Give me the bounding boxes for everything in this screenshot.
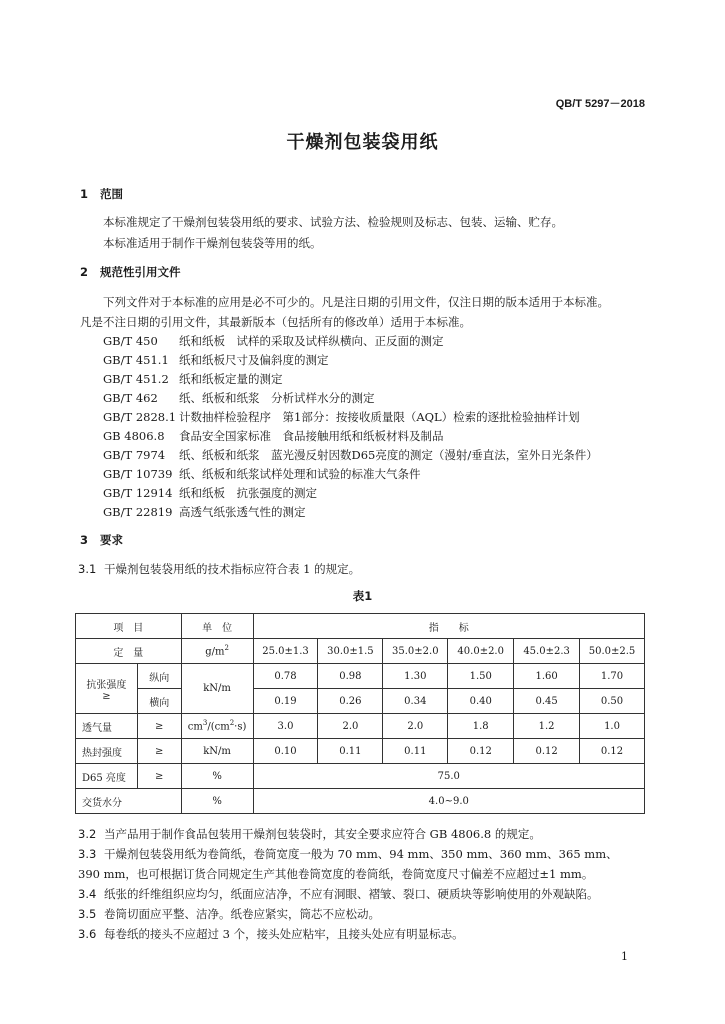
table-cell: 0.12: [448, 739, 514, 764]
table-row-brightness: [76, 764, 645, 789]
section-2-intro-line-1: 下列文件对于本标准的应用是必不可少的。凡是注日期的引用文件，仅注日期的版本适用于本标准。: [103, 295, 609, 309]
section-3-heading: [80, 532, 123, 548]
clause-3-6: [78, 926, 464, 942]
clause-3-3-continued: 390 mm，也可根据订货合同规定生产其他卷筒宽度的卷筒纸，卷筒宽度尺寸偏差不应超过±1 mm。: [78, 867, 594, 881]
reference-item: [103, 504, 306, 520]
table-cell: 1.70: [580, 664, 645, 689]
reference-title: 纸、纸板和纸浆 蓝光漫反射因数D65亮度的测定（漫射/垂直法，室外日光条件）: [179, 448, 598, 462]
table-row-moisture: [76, 789, 645, 814]
row-unit: $cm^3/(cm^2\cdot s)$: [181, 714, 253, 739]
table-cell: 30.0±1.5: [318, 639, 383, 664]
table-caption: 表1: [352, 589, 373, 603]
section-1-title: 范围: [100, 187, 123, 201]
reference-item: [103, 371, 283, 387]
reference-title: 纸、纸板和纸浆试样处理和试验的标准大气条件: [179, 467, 421, 481]
table-cell: 0.40: [448, 689, 514, 714]
section-2-number: 2: [80, 265, 89, 279]
table-cell: 45.0±2.3: [514, 639, 580, 664]
table-cell: 0.34: [383, 689, 448, 714]
reference-code: GB/T 450: [103, 334, 158, 348]
reference-title: 纸和纸板定量的测定: [179, 372, 283, 386]
reference-item: [103, 428, 444, 444]
row-ge: ≥: [137, 739, 181, 764]
clause-number: 3.4: [78, 887, 97, 901]
table-cell: 3.0: [253, 714, 318, 739]
table-cell: 0.45: [514, 689, 580, 714]
table-cell: 0.11: [318, 739, 383, 764]
table-cell: 1.2: [514, 714, 580, 739]
reference-title: 纸和纸板 试样的采取及试样纵横向、正反面的测定: [179, 334, 444, 348]
table-cell: 2.0: [383, 714, 448, 739]
clause-text: 每卷纸的接头不应超过 3 个，接头处应粘牢，且接头处应有明显标志。: [104, 927, 464, 941]
table-cell: 0.11: [383, 739, 448, 764]
reference-title: 纸、纸板和纸浆 分析试样水分的测定: [179, 391, 375, 405]
reference-item: [103, 333, 444, 349]
table-cell: 50.0±2.5: [580, 639, 645, 664]
reference-code: GB 4806.8: [103, 429, 165, 443]
reference-item: [103, 466, 421, 482]
row-label: 透气量: [76, 714, 138, 739]
standard-number: QB/T 5297－2018: [555, 98, 645, 110]
reference-code: GB/T 2828.1: [103, 410, 177, 424]
reference-code: GB/T 451.2: [103, 372, 169, 386]
table-cell: 75.0: [253, 764, 644, 789]
header-index: 指 标: [253, 614, 644, 639]
row-label: D65 亮度: [76, 764, 138, 789]
section-3-title: 要求: [100, 533, 123, 547]
reference-title: 计数抽样检验程序 第1部分：按接收质量限（AQL）检索的逐批检验抽样计划: [179, 410, 580, 424]
table-cell: 1.8: [448, 714, 514, 739]
table-cell: 1.50: [448, 664, 514, 689]
header-item: 项 目: [76, 614, 182, 639]
clause-number: 3.1: [78, 562, 97, 576]
clause-number: 3.6: [78, 927, 97, 941]
reference-item: [103, 409, 580, 425]
table-cell: 0.26: [318, 689, 383, 714]
table-row-tensile-md: [76, 664, 645, 689]
row-unit: %: [181, 764, 253, 789]
page-number: 1: [621, 950, 628, 963]
reference-code: GB/T 22819: [103, 505, 173, 519]
section-2-heading: [80, 264, 181, 280]
clause-text: 纸张的纤维组织应均匀，纸面应洁净，不应有洞眼、褶皱、裂口、硬质块等影响使用的外观缺陷。: [104, 887, 599, 901]
reference-title: 高透气纸张透气性的测定: [179, 505, 306, 519]
reference-code: GB/T 12914: [103, 486, 173, 500]
row-label: 热封强度: [76, 739, 138, 764]
row-unit: kN/m: [181, 664, 253, 714]
clause-text: 当产品用于制作食品包装用干燥剂包装袋时，其安全要求应符合 GB 4806.8 的规定。: [104, 827, 541, 841]
clause-number: 3.3: [78, 847, 97, 861]
table-cell: 0.12: [580, 739, 645, 764]
table-row-tensile-cd: [76, 689, 645, 714]
reference-title: 纸和纸板 抗张强度的测定: [179, 486, 317, 500]
section-1-paragraph-2: 本标准适用于制作干燥剂包装袋等用的纸。: [103, 236, 322, 250]
section-1-heading: [80, 186, 123, 202]
document-title: 干燥剂包装袋用纸: [286, 132, 439, 153]
table-cell: 25.0±1.3: [253, 639, 318, 664]
clause-3-5: [78, 906, 380, 922]
table-cell: 1.0: [580, 714, 645, 739]
specification-table: [75, 613, 645, 814]
table-header-row: [76, 614, 645, 639]
header-unit: 单 位: [181, 614, 253, 639]
reference-item: [103, 352, 329, 368]
section-1-number: 1: [80, 187, 89, 201]
clause-text: 干燥剂包装袋用纸的技术指标应符合表 1 的规定。: [104, 562, 361, 576]
table-cell: 2.0: [318, 714, 383, 739]
row-label: 定 量: [76, 639, 182, 664]
clause-number: 3.5: [78, 907, 97, 921]
row-sublabel: 纵向: [137, 664, 181, 689]
row-ge: ≥: [137, 714, 181, 739]
table-row-air-permeability: [76, 714, 645, 739]
table-cell: 0.98: [318, 664, 383, 689]
reference-code: GB/T 462: [103, 391, 158, 405]
row-ge: ≥: [137, 764, 181, 789]
reference-code: GB/T 451.1: [103, 353, 169, 367]
row-label: 抗张强度 ≥: [76, 664, 138, 714]
clause-text: 卷筒切面应平整、洁净。纸卷应紧实，筒芯不应松动。: [104, 907, 380, 921]
row-unit: %: [181, 789, 253, 814]
reference-code: GB/T 7974: [103, 448, 166, 462]
row-sublabel: 横向: [137, 689, 181, 714]
clause-3-1: [78, 561, 360, 577]
reference-item: [103, 390, 375, 406]
clause-3-3: [78, 846, 618, 862]
clause-number: 3.2: [78, 827, 97, 841]
row-unit: kN/m: [181, 739, 253, 764]
reference-title: 食品安全国家标准 食品接触用纸和纸板材料及制品: [179, 429, 444, 443]
section-2-title: 规范性引用文件: [100, 265, 181, 279]
table-cell: 0.19: [253, 689, 318, 714]
table-cell: 4.0~9.0: [253, 789, 644, 814]
clause-3-4: [78, 886, 599, 902]
section-3-number: 3: [80, 533, 89, 547]
table-cell: 1.60: [514, 664, 580, 689]
reference-item: [103, 447, 598, 463]
reference-code: GB/T 10739: [103, 467, 173, 481]
reference-item: [103, 485, 317, 501]
table-cell: 1.30: [383, 664, 448, 689]
section-2-intro-line-2: 凡是不注日期的引用文件，其最新版本（包括所有的修改单）适用于本标准。: [80, 315, 471, 329]
table-cell: 35.0±2.0: [383, 639, 448, 664]
clause-text: 干燥剂包装袋用纸为卷筒纸，卷筒宽度一般为 70 mm、94 mm、350 mm、360 mm、365 mm、: [104, 847, 618, 861]
table-cell: 0.12: [514, 739, 580, 764]
row-unit: $g/m^2$: [181, 639, 253, 664]
row-label: 交货水分: [76, 789, 182, 814]
table-cell: 40.0±2.0: [448, 639, 514, 664]
table-cell: 0.78: [253, 664, 318, 689]
table-cell: 0.10: [253, 739, 318, 764]
clause-3-2: [78, 826, 541, 842]
section-1-paragraph-1: 本标准规定了干燥剂包装袋用纸的要求、试验方法、检验规则及标志、包装、运输、贮存。: [103, 215, 563, 229]
reference-title: 纸和纸板尺寸及偏斜度的测定: [179, 353, 329, 367]
table-row-heat-seal: [76, 739, 645, 764]
table-cell: 0.50: [580, 689, 645, 714]
table-row-grammage: [76, 639, 645, 664]
